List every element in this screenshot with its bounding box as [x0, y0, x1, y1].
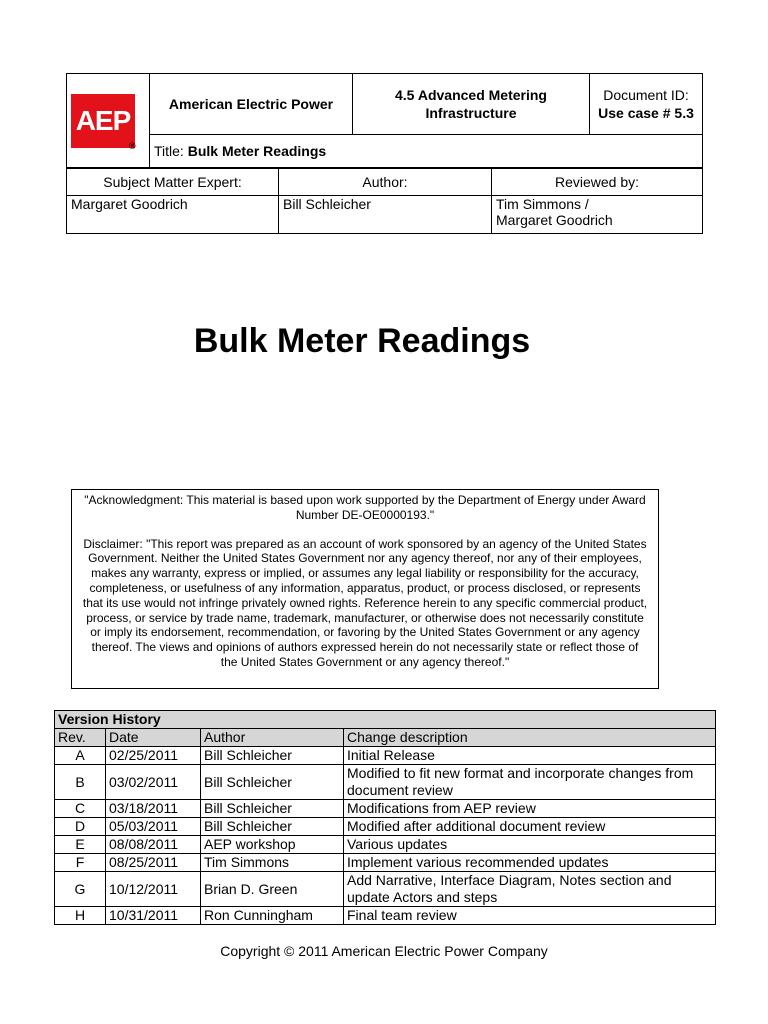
disclaimer-text: Disclaimer: "This report was prepared as an account of work sponsored by an agency of the United States Government. Neither the United States Government nor any agency thereof, nor any of their employees, makes any warranty, express or implied, or assumes any legal liability or responsibility for the accuracy, completeness, or usefulness of any information, apparatus, product, or process disclosed, or represents that its use would not infringe privately owned rights. Reference herein to any specific commercial product, process, or service by trade name, trademark, manufacturer, or otherwise does not necessarily constitute or imply its endorsement, recommendation, or favoring by the United States Government or any agency thereof. The views and opinions of authors expressed herein do not necessarily state or reflect those of the United States Government or any agency thereof."	[82, 536, 648, 669]
table-row: C 03/18/2011 Bill Schleicher Modifications from AEP review	[55, 800, 716, 818]
table-row: G 10/12/2011 Brian D. Green Add Narrative, Interface Diagram, Notes section and update Actors and steps	[55, 872, 716, 907]
author-label: Author:	[279, 169, 492, 196]
header-author: Author	[201, 729, 344, 747]
logo-cell	[67, 74, 150, 168]
title-cell: Title: Bulk Meter Readings	[150, 135, 703, 168]
main-title: Bulk Meter Readings	[193, 322, 531, 360]
table-row: D 05/03/2011 Bill Schleicher Modified after additional document review	[55, 818, 716, 836]
table-row: E 08/08/2011 AEP workshop Various updates	[55, 836, 716, 854]
use-case: Use case # 5.3	[598, 105, 694, 121]
company-name: American Electric Power	[150, 74, 353, 135]
document-id: Document ID: Use case # 5.3	[590, 74, 703, 135]
sme-value: Margaret Goodrich	[67, 196, 279, 234]
header-rev: Rev.	[55, 729, 106, 747]
table-row: H 10/31/2011 Ron Cunningham Final team review	[55, 907, 716, 925]
version-history-title: Version History	[55, 711, 716, 729]
registered-mark: ®	[129, 141, 136, 151]
section-name: 4.5 Advanced Metering Infrastructure	[353, 74, 590, 135]
header-date: Date	[106, 729, 201, 747]
header-change: Change description	[344, 729, 716, 747]
version-history-table	[54, 710, 716, 925]
copyright: Copyright © 2011 American Electric Power Company	[220, 943, 548, 959]
table-row: A 02/25/2011 Bill Schleicher Initial Release	[55, 747, 716, 765]
aep-logo: AEP	[71, 94, 135, 148]
reviewed-value: Tim Simmons / Margaret Goodrich	[492, 196, 703, 234]
acknowledgment-text: "Acknowledgment: This material is based upon work supported by the Department of Energy under Award Number DE-OE0000193."	[84, 493, 646, 522]
doc-title: Bulk Meter Readings	[187, 143, 327, 159]
people-table	[66, 168, 703, 234]
reviewed-label: Reviewed by:	[492, 169, 703, 196]
author-value: Bill Schleicher	[279, 196, 492, 234]
header-table	[66, 73, 703, 168]
table-row: F 08/25/2011 Tim Simmons Implement various recommended updates	[55, 854, 716, 872]
acknowledgment-box	[71, 489, 659, 689]
sme-label: Subject Matter Expert:	[67, 169, 279, 196]
table-row: B 03/02/2011 Bill Schleicher Modified to fit new format and incorporate changes from document review	[55, 765, 716, 800]
